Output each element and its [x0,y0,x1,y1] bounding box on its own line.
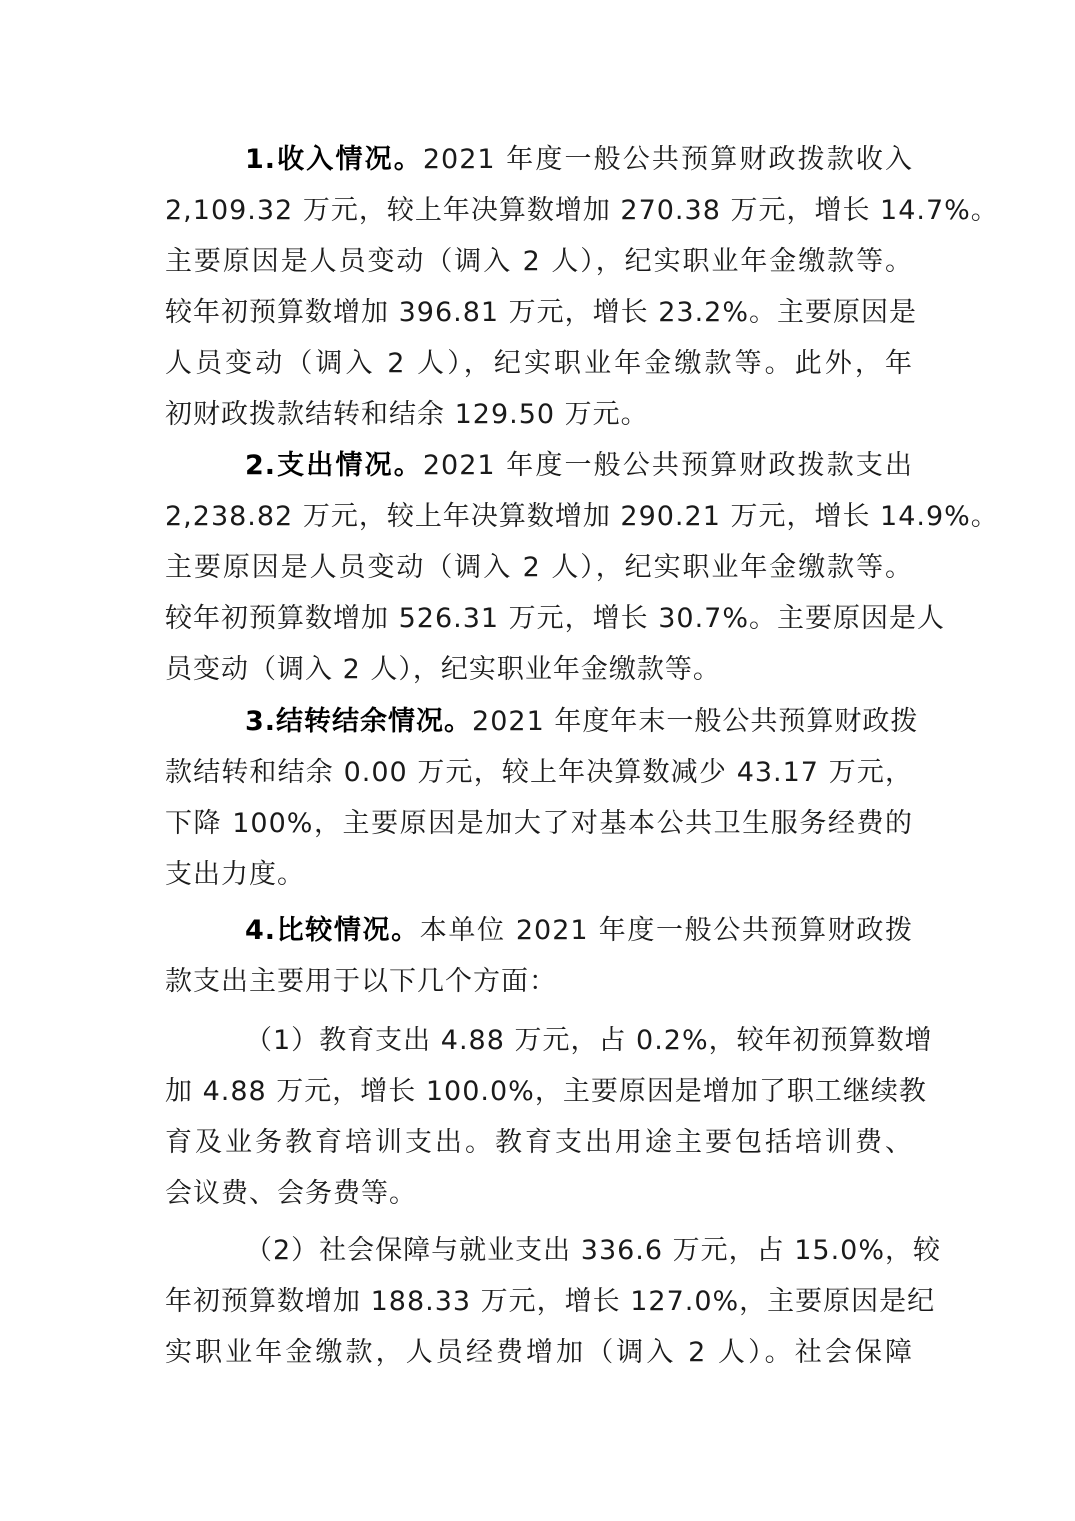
comparison-paragraph-line-1 [245,912,913,950]
item1-line: 会议费、会务费等。 [165,1178,417,1209]
item1-line: 加 4.88 万元，增长 100.0%，主要原因是增加了职工继续教 [165,1076,927,1107]
comparison-heading: 4.比较情况。 [245,915,420,946]
income-heading: 1.收入情况。 [245,144,423,175]
comparison-line: 款支出主要用于以下几个方面： [165,966,557,997]
comparison-text: 本单位 2021 年度一般公共预算财政拨 [419,915,913,946]
expense-line: 员变动（调入 2 人），纪实职业年金缴款等。 [165,654,721,685]
carryover-text: 2021 年度年末一般公共预算财政拨 [472,706,919,737]
item2-line: （2）社会保障与就业支出 336.6 万元，占 15.0%，较 [245,1235,941,1266]
carryover-paragraph-line-1 [245,703,919,741]
item1-line: （1）教育支出 4.88 万元，占 0.2%，较年初预算数增 [245,1025,933,1056]
carryover-line: 支出力度。 [165,859,305,890]
item2-line: 年初预算数增加 188.33 万元，增长 127.0%，主要原因是纪 [165,1286,936,1317]
expense-line: 较年初预算数增加 526.31 万元，增长 30.7%。主要原因是人 [165,603,945,634]
expense-line: 主要原因是人员变动（调入 2 人），纪实职业年金缴款等。 [165,552,913,583]
item2-line: 实职业年金缴款，人员经费增加（调入 2 人）。社会保障 [165,1337,913,1368]
expense-line: 2,238.82 万元，较上年决算数增加 290.21 万元，增长 14.9%。 [165,501,999,532]
income-line: 2,109.32 万元，较上年决算数增加 270.38 万元，增长 14.7%。 [165,195,999,226]
income-line: 初财政拨款结转和结余 129.50 万元。 [165,399,649,430]
income-line: 较年初预算数增加 396.81 万元，增长 23.2%。主要原因是 [165,297,917,328]
carryover-heading: 3.结转结余情况。 [245,706,473,737]
item1-line: 育及业务教育培训支出。教育支出用途主要包括培训费、 [165,1127,913,1158]
income-text: 2021 年度一般公共预算财政拨款收入 [422,144,913,175]
expense-heading: 2.支出情况。 [245,450,423,481]
income-line: 主要原因是人员变动（调入 2 人），纪实职业年金缴款等。 [165,246,913,277]
income-line: 人员变动（调入 2 人），纪实职业年金缴款等。此外，年 [165,348,913,379]
carryover-line: 款结转和结余 0.00 万元，较上年决算数减少 43.17 万元， [165,757,913,788]
expense-text: 2021 年度一般公共预算财政拨款支出 [422,450,913,481]
carryover-line: 下降 100%，主要原因是加大了对基本公共卫生服务经费的 [165,808,913,839]
income-paragraph-line-1 [245,141,913,179]
expense-paragraph-line-1 [245,447,913,485]
